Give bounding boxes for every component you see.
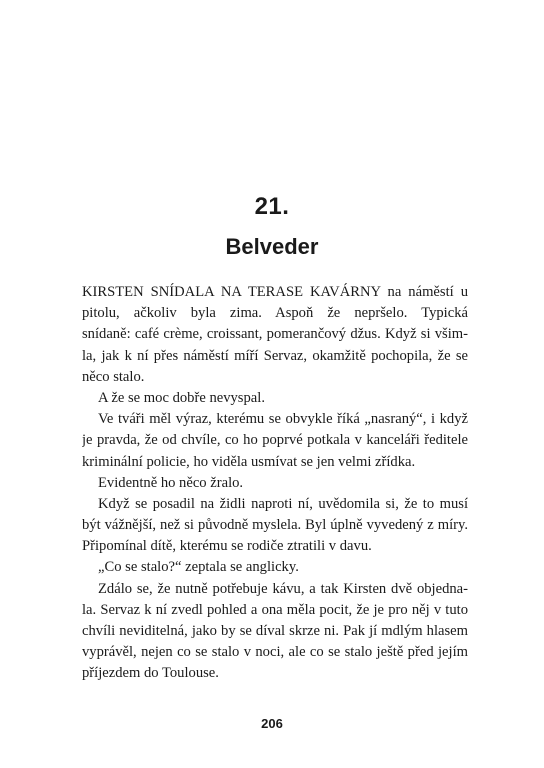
text-line: je pravda, že od chvíle, co ho poprvé potkala v kanceláři ředitele [82, 432, 468, 449]
text-line: vyprávěl, nejen co se stalo v noci, ale co se stalo ještě před jejím [82, 644, 468, 661]
text-line: být vážnější, než si původně myslela. Byl úplně vyvedený z míry. [82, 517, 468, 534]
chapter-title: Belveder [225, 234, 319, 259]
text-line: chvíli neviditelná, jako by se díval skrze ni. Pak jí mdlým hlasem [82, 623, 468, 639]
chapter-number: 21. [254, 193, 290, 220]
text-line: kriminální policie, ho viděla usmívat se jen velmi zřídka. [82, 453, 416, 470]
text-line: Když se posadil na židli naproti ní, uvědomila si, že to musí [98, 495, 468, 512]
text-line: la. Servaz k ní zvedl pohled a ona měla pocit, že je pro něj v tuto [82, 601, 468, 618]
text-line: Připomínal dítě, kterému se rodiče ztratili v davu. [82, 538, 372, 555]
text-line: pitolu, ačkoliv byla zima. Aspoň že nepršelo. Typická [82, 305, 468, 322]
text-line: „Co se stalo?“ zeptala se anglicky. [98, 559, 299, 576]
text-line: Evidentně ho něco žralo. [98, 474, 244, 491]
text-line: Ve tváři měl výraz, kterému se obvykle říká „nasraný“, i když [98, 411, 468, 428]
page-number: 206 [261, 716, 283, 731]
text-line: KIRSTEN SNÍDALA NA TERASE KAVÁRNY na náměstí u [82, 284, 468, 300]
text-line: la, jak k ní přes náměstí míří Servaz, okamžitě pochopila, že se [82, 347, 468, 364]
text-line: A že se moc dobře nevyspal. [98, 389, 265, 406]
text-line: Zdálo se, že nutně potřebuje kávu, a tak Kirsten dvě objedna- [98, 580, 468, 597]
text-line: snídaně: café crème, croissant, pomerančový džus. Když si všim- [82, 326, 468, 343]
chapter-body-text [82, 282, 468, 685]
text-line: příjezdem do Toulouse. [82, 665, 219, 682]
text-line: něco stalo. [82, 368, 145, 385]
